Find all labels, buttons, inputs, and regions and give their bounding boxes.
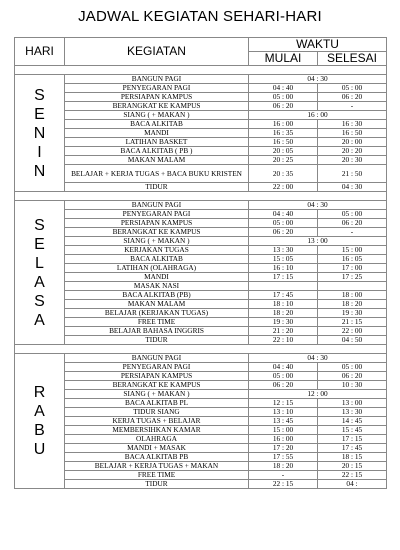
table-row bbox=[15, 165, 387, 183]
end-time-cell: 04 : 30 bbox=[318, 183, 387, 192]
start-time-cell: 22 : 15 bbox=[249, 480, 318, 489]
end-time-cell: 04 : 50 bbox=[318, 336, 387, 345]
activity-cell: FREE TIME bbox=[65, 471, 249, 480]
day-letter: N bbox=[33, 162, 46, 180]
end-time-cell: 05 : 00 bbox=[318, 210, 387, 219]
header-waktu: WAKTU bbox=[249, 38, 387, 52]
table-row bbox=[15, 183, 387, 192]
end-time-cell: 22 : 00 bbox=[318, 327, 387, 336]
activity-cell: BANGUN PAGI bbox=[65, 201, 249, 210]
start-time-cell: 16 : 00 bbox=[249, 435, 318, 444]
day-letter: A bbox=[34, 403, 45, 420]
end-time-cell: 14 : 45 bbox=[318, 417, 387, 426]
start-time-cell: 13 : 45 bbox=[249, 417, 318, 426]
start-time-cell: 18 : 20 bbox=[249, 462, 318, 471]
activity-cell: PENYEGARAN PAGI bbox=[65, 84, 249, 93]
activity-cell: PERSIAPAN KAMPUS bbox=[65, 219, 249, 228]
table-row bbox=[15, 327, 387, 336]
activity-cell: LATIHAN (OLAHRAGA) bbox=[65, 264, 249, 273]
end-time-cell: 18 : 15 bbox=[318, 453, 387, 462]
table-row bbox=[15, 408, 387, 417]
start-time-cell: 06 : 20 bbox=[249, 381, 318, 390]
table-row bbox=[15, 228, 387, 237]
end-time-cell: 06 : 20 bbox=[318, 219, 387, 228]
end-time-cell: - bbox=[318, 228, 387, 237]
table-row bbox=[15, 156, 387, 165]
day-letter: R bbox=[33, 384, 46, 401]
table-row bbox=[15, 471, 387, 480]
activity-cell: MANDI bbox=[65, 129, 249, 138]
table-row bbox=[15, 399, 387, 408]
start-time-cell: 12 : 15 bbox=[249, 399, 318, 408]
start-time-cell: 20 : 05 bbox=[249, 147, 318, 156]
end-time-cell: 15 : 00 bbox=[318, 246, 387, 255]
time-span-cell: 04 : 30 bbox=[249, 354, 387, 363]
activity-cell: BERANGKAT KE KAMPUS bbox=[65, 102, 249, 111]
activity-cell: BACA ALKITAB (PB) bbox=[65, 291, 249, 300]
activity-cell: BANGUN PAGI bbox=[65, 354, 249, 363]
activity-cell: LATIHAN BASKET bbox=[65, 138, 249, 147]
activity-cell: BACA ALKITAB ( PB ) bbox=[65, 147, 249, 156]
table-row bbox=[15, 426, 387, 435]
activity-cell: TIDUR bbox=[65, 336, 249, 345]
start-time-cell: 06 : 20 bbox=[249, 102, 318, 111]
table-row bbox=[15, 102, 387, 111]
activity-cell: OLAHRAGA bbox=[65, 435, 249, 444]
day-letter: I bbox=[37, 143, 42, 161]
end-time-cell: 17 : 00 bbox=[318, 264, 387, 273]
end-time-cell: 04 : bbox=[318, 480, 387, 489]
table-row bbox=[15, 390, 387, 399]
table-row bbox=[15, 219, 387, 228]
page-title: JADWAL KEGIATAN SEHARI-HARI bbox=[78, 8, 322, 25]
day-name-selasa bbox=[15, 201, 65, 345]
table-row bbox=[15, 462, 387, 471]
start-time-cell: 16 : 50 bbox=[249, 138, 318, 147]
start-time-cell: 05 : 00 bbox=[249, 93, 318, 102]
table-row bbox=[15, 291, 387, 300]
start-time-cell: 16 : 10 bbox=[249, 264, 318, 273]
start-time-cell: 13 : 10 bbox=[249, 408, 318, 417]
time-span-cell: 13 : 00 bbox=[249, 237, 387, 246]
header-selesai: SELESAI bbox=[318, 52, 387, 66]
end-time-cell: 20 : 00 bbox=[318, 138, 387, 147]
end-time-cell: 15 : 45 bbox=[318, 426, 387, 435]
day-letter: U bbox=[33, 441, 46, 458]
table-row bbox=[15, 444, 387, 453]
table-row bbox=[15, 147, 387, 156]
separator-cell bbox=[15, 66, 387, 75]
time-span-cell: 12 : 00 bbox=[249, 390, 387, 399]
table-row bbox=[15, 417, 387, 426]
start-time-cell: 13 : 30 bbox=[249, 246, 318, 255]
end-time-cell: 17 : 25 bbox=[318, 273, 387, 282]
end-time-cell: 13 : 30 bbox=[318, 408, 387, 417]
table-row bbox=[15, 381, 387, 390]
activity-cell: BERANGKAT KE KAMPUS bbox=[65, 228, 249, 237]
table-row bbox=[15, 480, 387, 489]
table-row bbox=[15, 264, 387, 273]
activity-cell: BACA ALKITAB PL bbox=[65, 399, 249, 408]
start-time-cell: - bbox=[249, 471, 318, 480]
table-row bbox=[15, 93, 387, 102]
day-letter: E bbox=[34, 235, 45, 253]
time-span-cell: 04 : 30 bbox=[249, 201, 387, 210]
separator-cell bbox=[15, 345, 387, 354]
start-time-cell: 04 : 40 bbox=[249, 84, 318, 93]
day-letter: S bbox=[34, 292, 45, 310]
table-row bbox=[15, 210, 387, 219]
activity-cell: BELAJAR + KERJA TUGAS + MAKAN bbox=[65, 462, 249, 471]
activity-cell: BACA ALKITAB PB bbox=[65, 453, 249, 462]
end-time-cell: - bbox=[318, 102, 387, 111]
table-row bbox=[15, 282, 387, 291]
start-time-cell: 15 : 05 bbox=[249, 255, 318, 264]
activity-cell: KERJAKAN TUGAS bbox=[65, 246, 249, 255]
table-row bbox=[15, 309, 387, 318]
start-time-cell: 18 : 20 bbox=[249, 309, 318, 318]
activity-cell: TIDUR bbox=[65, 183, 249, 192]
start-time-cell: 17 : 45 bbox=[249, 291, 318, 300]
day-letter: B bbox=[34, 422, 45, 439]
end-time-cell: 06 : 20 bbox=[318, 372, 387, 381]
end-time-cell: 16 : 50 bbox=[318, 129, 387, 138]
start-time-cell: 22 : 00 bbox=[249, 183, 318, 192]
table-row bbox=[15, 435, 387, 444]
day-letter: S bbox=[34, 86, 45, 104]
day-letter: A bbox=[34, 311, 45, 329]
day-separator bbox=[15, 192, 387, 201]
start-time-cell: 22 : 10 bbox=[249, 336, 318, 345]
activity-cell: BELAJAR (KERJAKAN TUGAS) bbox=[65, 309, 249, 318]
start-time-cell: 21 : 20 bbox=[249, 327, 318, 336]
activity-cell: FREE TIME bbox=[65, 318, 249, 327]
end-time-cell: 13 : 00 bbox=[318, 399, 387, 408]
day-separator bbox=[15, 345, 387, 354]
start-time-cell: 05 : 00 bbox=[249, 372, 318, 381]
end-time-cell: 10 : 30 bbox=[318, 381, 387, 390]
start-time-cell: 17 : 15 bbox=[249, 273, 318, 282]
header-kegiatan: KEGIATAN bbox=[65, 38, 249, 66]
activity-cell: SIANG ( + MAKAN ) bbox=[65, 237, 249, 246]
activity-cell: BELAJAR BAHASA INGGRIS bbox=[65, 327, 249, 336]
activity-cell: PENYEGARAN PAGI bbox=[65, 210, 249, 219]
start-time-cell: 06 : 20 bbox=[249, 228, 318, 237]
end-time-cell: 16 : 05 bbox=[318, 255, 387, 264]
table-row bbox=[15, 129, 387, 138]
start-time-cell: 19 : 30 bbox=[249, 318, 318, 327]
activity-cell: SIANG ( + MAKAN ) bbox=[65, 390, 249, 399]
day-letter: E bbox=[34, 105, 45, 123]
start-time-cell: 04 : 40 bbox=[249, 210, 318, 219]
table-row bbox=[15, 372, 387, 381]
activity-cell: PENYEGARAN PAGI bbox=[65, 363, 249, 372]
day-letter: N bbox=[33, 124, 46, 142]
activity-cell: MAKAN MALAM bbox=[65, 156, 249, 165]
table-row bbox=[15, 111, 387, 120]
table-row bbox=[15, 300, 387, 309]
start-time-cell: 17 : 20 bbox=[249, 444, 318, 453]
header-mulai: MULAI bbox=[249, 52, 318, 66]
day-name-senin bbox=[15, 75, 65, 192]
end-time-cell: 21 : 50 bbox=[318, 165, 387, 183]
start-time-cell: 05 : 00 bbox=[249, 219, 318, 228]
activity-cell: BELAJAR + KERJA TUGAS + BACA BUKU KRISTEN bbox=[65, 165, 249, 183]
end-time-cell bbox=[318, 282, 387, 291]
activity-cell: MANDI bbox=[65, 273, 249, 282]
separator-cell bbox=[15, 192, 387, 201]
day-letter: A bbox=[34, 273, 45, 291]
table-row bbox=[15, 246, 387, 255]
end-time-cell: 05 : 00 bbox=[318, 84, 387, 93]
activity-cell: SIANG ( + MAKAN ) bbox=[65, 111, 249, 120]
end-time-cell: 20 : 15 bbox=[318, 462, 387, 471]
start-time-cell: 16 : 00 bbox=[249, 120, 318, 129]
table-row bbox=[15, 453, 387, 462]
end-time-cell: 16 : 30 bbox=[318, 120, 387, 129]
table-row bbox=[15, 237, 387, 246]
activity-cell: BACA ALKITAB bbox=[65, 255, 249, 264]
end-time-cell: 17 : 15 bbox=[318, 435, 387, 444]
time-span-cell: 16 : 00 bbox=[249, 111, 387, 120]
table-row bbox=[15, 318, 387, 327]
table-row bbox=[15, 255, 387, 264]
schedule-table bbox=[14, 37, 387, 489]
activity-cell: MASAK NASI bbox=[65, 282, 249, 291]
activity-cell: TIDUR SIANG bbox=[65, 408, 249, 417]
header-hari: HARI bbox=[15, 38, 65, 66]
start-time-cell: 20 : 25 bbox=[249, 156, 318, 165]
end-time-cell: 21 : 15 bbox=[318, 318, 387, 327]
activity-cell: BANGUN PAGI bbox=[65, 75, 249, 84]
time-span-cell: 04 : 30 bbox=[249, 75, 387, 84]
activity-cell: MANDI + MASAK bbox=[65, 444, 249, 453]
start-time-cell: 15 : 00 bbox=[249, 426, 318, 435]
activity-cell: BACA ALKITAB bbox=[65, 120, 249, 129]
day-name-rabu bbox=[15, 354, 65, 489]
start-time-cell: 04 : 40 bbox=[249, 363, 318, 372]
activity-cell: BERANGKAT KE KAMPUS bbox=[65, 381, 249, 390]
activity-cell: MEMBERSIHKAN KAMAR bbox=[65, 426, 249, 435]
end-time-cell: 06 : 20 bbox=[318, 93, 387, 102]
table-row bbox=[15, 201, 387, 210]
end-time-cell: 19 : 30 bbox=[318, 309, 387, 318]
table-row bbox=[15, 273, 387, 282]
table-row bbox=[15, 138, 387, 147]
end-time-cell: 18 : 00 bbox=[318, 291, 387, 300]
day-separator bbox=[15, 66, 387, 75]
end-time-cell: 17 : 45 bbox=[318, 444, 387, 453]
activity-cell: PERSIAPAN KAMPUS bbox=[65, 93, 249, 102]
end-time-cell: 05 : 00 bbox=[318, 363, 387, 372]
start-time-cell bbox=[249, 282, 318, 291]
day-letter: S bbox=[34, 216, 45, 234]
table-row bbox=[15, 120, 387, 129]
table-row bbox=[15, 84, 387, 93]
end-time-cell: 22 : 15 bbox=[318, 471, 387, 480]
table-row bbox=[15, 354, 387, 363]
end-time-cell: 20 : 20 bbox=[318, 147, 387, 156]
activity-cell: TIDUR bbox=[65, 480, 249, 489]
start-time-cell: 18 : 10 bbox=[249, 300, 318, 309]
start-time-cell: 20 : 35 bbox=[249, 165, 318, 183]
table-row bbox=[15, 75, 387, 84]
table-row bbox=[15, 363, 387, 372]
start-time-cell: 16 : 35 bbox=[249, 129, 318, 138]
table-row bbox=[15, 336, 387, 345]
activity-cell: PERSIAPAN KAMPUS bbox=[65, 372, 249, 381]
end-time-cell: 18 : 20 bbox=[318, 300, 387, 309]
activity-cell: MAKAN MALAM bbox=[65, 300, 249, 309]
day-letter: L bbox=[35, 254, 44, 272]
end-time-cell: 20 : 30 bbox=[318, 156, 387, 165]
activity-cell: KERJA TUGAS + BELAJAR bbox=[65, 417, 249, 426]
start-time-cell: 17 : 55 bbox=[249, 453, 318, 462]
